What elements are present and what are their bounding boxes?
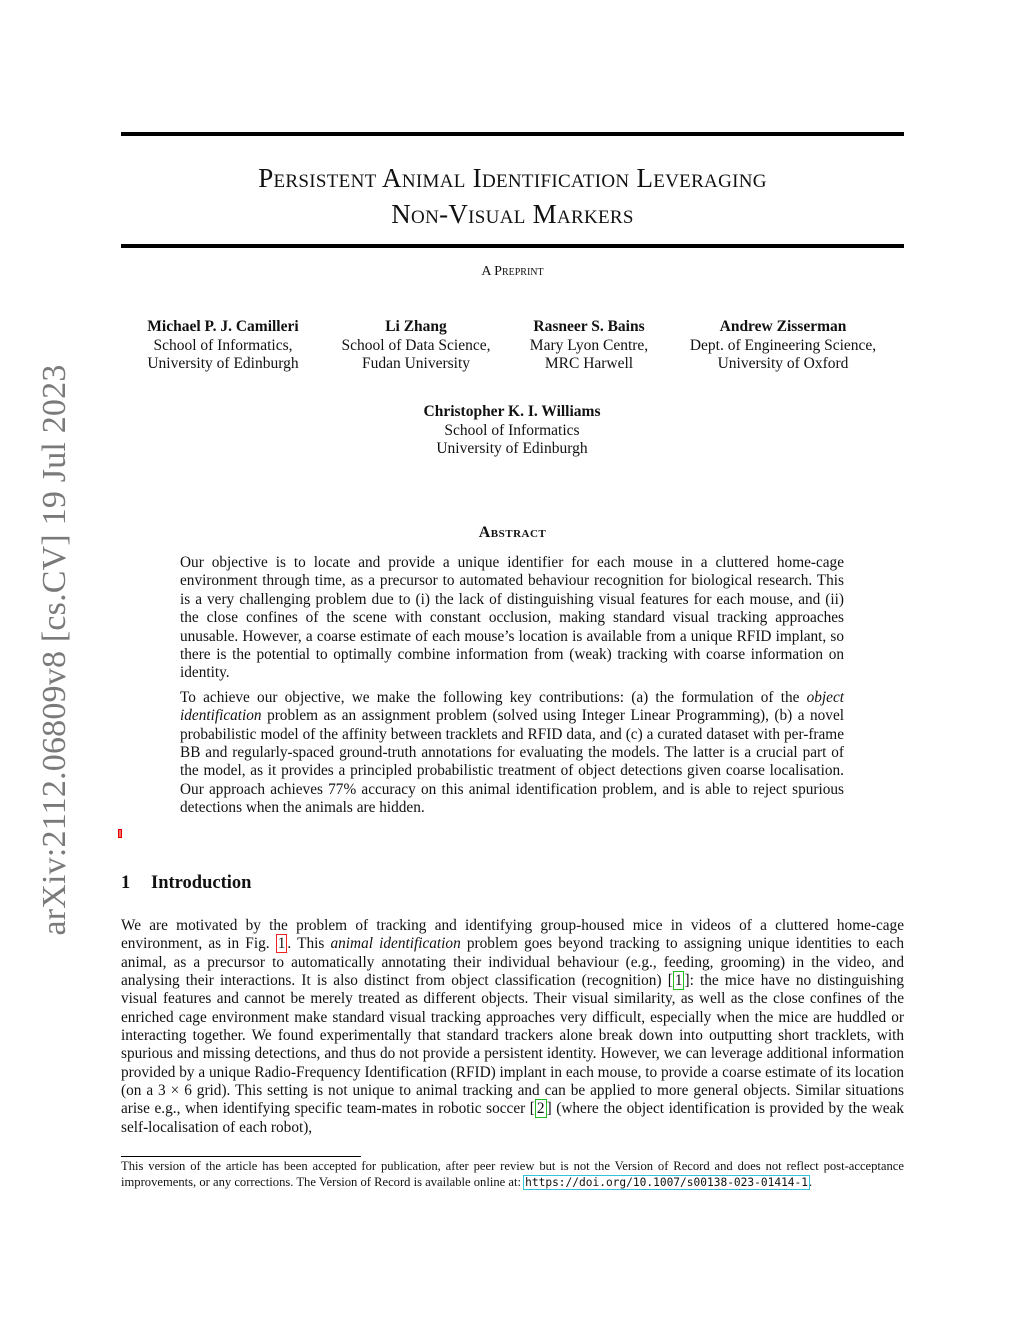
- author-block: [673, 318, 893, 374]
- author-block: [362, 403, 662, 459]
- intro-paragraph: [121, 917, 904, 1137]
- section-number: 1: [121, 873, 131, 893]
- abstract-paragraph-1: Our objective is to locate and provide a unique identifier for each mouse in a cluttered home-cage environment through time, as a precursor to automated behaviour recognition for biological research. This is a very challenging problem due to (i) the lack of distinguishing visual features for each mouse, and (ii) the close confines of the scene with constant occlusion, making standard visual tracking approaches unusable. However, a coarse estimate of each mouse’s location is available from a unique RFID implant, so there is the potential to optimally combine information from (weak) tracking with coarse information on identity.: [180, 554, 844, 682]
- author-affiliation: University of Oxford: [717, 355, 849, 372]
- author-name: Michael P. J. Camilleri: [147, 318, 299, 335]
- preprint-label: A Preprint: [481, 264, 544, 279]
- intro-text: ] (where the object identification is provided by the weak self-localisation of each robot),: [121, 1100, 904, 1136]
- author-affiliation: Dept. of Engineering Science,: [689, 336, 877, 354]
- author-affiliation: School of Informatics: [444, 421, 580, 439]
- author-block: [509, 318, 669, 374]
- title-line-1: Persistent Animal Identification Leveraging: [258, 163, 767, 193]
- abstract-text: To achieve our objective, we make the following key contributions: (a) the formulation of the: [180, 688, 807, 706]
- author-affiliation: Fudan University: [361, 355, 471, 372]
- author-affiliation: School of Data Science,: [341, 336, 491, 354]
- figure-link[interactable]: 1: [277, 935, 286, 953]
- author-affiliation: MRC Harwell: [544, 355, 634, 372]
- author-name: Rasneer S. Bains: [533, 318, 645, 335]
- author-block: [123, 318, 323, 374]
- footnote-text: This version of the article has been accepted for publication, after peer review but is not the Version of Record and does not reflect post-acceptance improvements, or any corrections. The Version of Record is available online at:: [121, 1159, 904, 1189]
- abstract-text: problem as an assignment problem (solved using Integer Linear Programming), (b) a novel probabilistic model of the affinity between tracklets and RFID data, and (c) a curated dataset with per-frame BB and regularly-spaced ground-truth annotations for evaluating the models. The latter is a crucial part of the model, as it provides a principled probabilistic treatment of object detections given coarse localisation. Our approach achieves 77% accuracy on this animal identification problem, and is able to reject spurious detections when the animals are hidden.: [180, 707, 844, 817]
- doi-link[interactable]: https://doi.org/10.1007/s00138-023-01414-1: [525, 1175, 809, 1189]
- abstract-emphasis: object identification: [180, 688, 844, 725]
- footnote-text: .: [809, 1174, 813, 1189]
- section-heading: [121, 873, 251, 894]
- title-line-2: Non-Visual Markers: [391, 199, 634, 229]
- abstract-heading: Abstract: [478, 524, 547, 541]
- author-affiliation: University of Edinburgh: [147, 355, 299, 372]
- arxiv-identifier: arXiv:2112.06809v8 [cs.CV] 19 Jul 2023: [36, 364, 73, 936]
- annotation-marker: [118, 829, 122, 838]
- section-title: Introduction: [151, 873, 252, 893]
- intro-emphasis: animal identification: [330, 935, 461, 953]
- abstract-body: [180, 554, 844, 824]
- citation-link[interactable]: 2: [536, 1100, 545, 1118]
- intro-text: ]: the mice have no distinguishing visual features and cannot be merely treated as different objects. Their visual similarity, as well as the close confines of the enriched cage environment make standard visual tracking approaches very difficult, especially when the mice are huddled or interacting together. We found experimentally that standard trackers alone break down into outputting short tracklets, with spurious and missing detections, and thus do not provide a persistent identity. However, we can leverage additional information provided by a unique Radio-Frequency Identification (RFID) implant in each mouse, to provide a coarse estimate of its location (on a 3 × 6 grid). This setting is not unique to animal tracking and can be applied to more general objects. Similar situations arise e.g., when identifying specific team-mates in robotic soccer [: [121, 972, 904, 1118]
- author-name: Andrew Zisserman: [719, 318, 847, 335]
- author-block: [321, 318, 511, 374]
- intro-text: . This: [287, 935, 331, 953]
- title-bottom-rule: [121, 244, 904, 248]
- author-affiliation: School of Informatics,: [153, 336, 293, 354]
- title-top-rule: [121, 132, 904, 136]
- abstract-paragraph-2: [180, 689, 844, 818]
- author-affiliation: University of Edinburgh: [436, 440, 588, 457]
- intro-text: We are motivated by the problem of tracking and identifying group-housed mice in videos of a cluttered home-cage environment, as in Fig.: [121, 917, 904, 953]
- footnote: [121, 1159, 904, 1190]
- paper-title: [121, 160, 904, 232]
- author-name: Christopher K. I. Williams: [423, 403, 601, 420]
- author-affiliation: Mary Lyon Centre,: [529, 336, 649, 354]
- footnote-rule: [121, 1156, 361, 1157]
- intro-text: problem goes beyond tracking to assigning unique identities to each animal, as a precursor to automatically annotating their individual behaviour (e.g., feeding, grooming) in the video, and analysing their interactions. It is also distinct from object classification (recognition) [: [121, 935, 904, 990]
- citation-link[interactable]: 1: [674, 972, 683, 990]
- author-name: Li Zhang: [385, 318, 447, 335]
